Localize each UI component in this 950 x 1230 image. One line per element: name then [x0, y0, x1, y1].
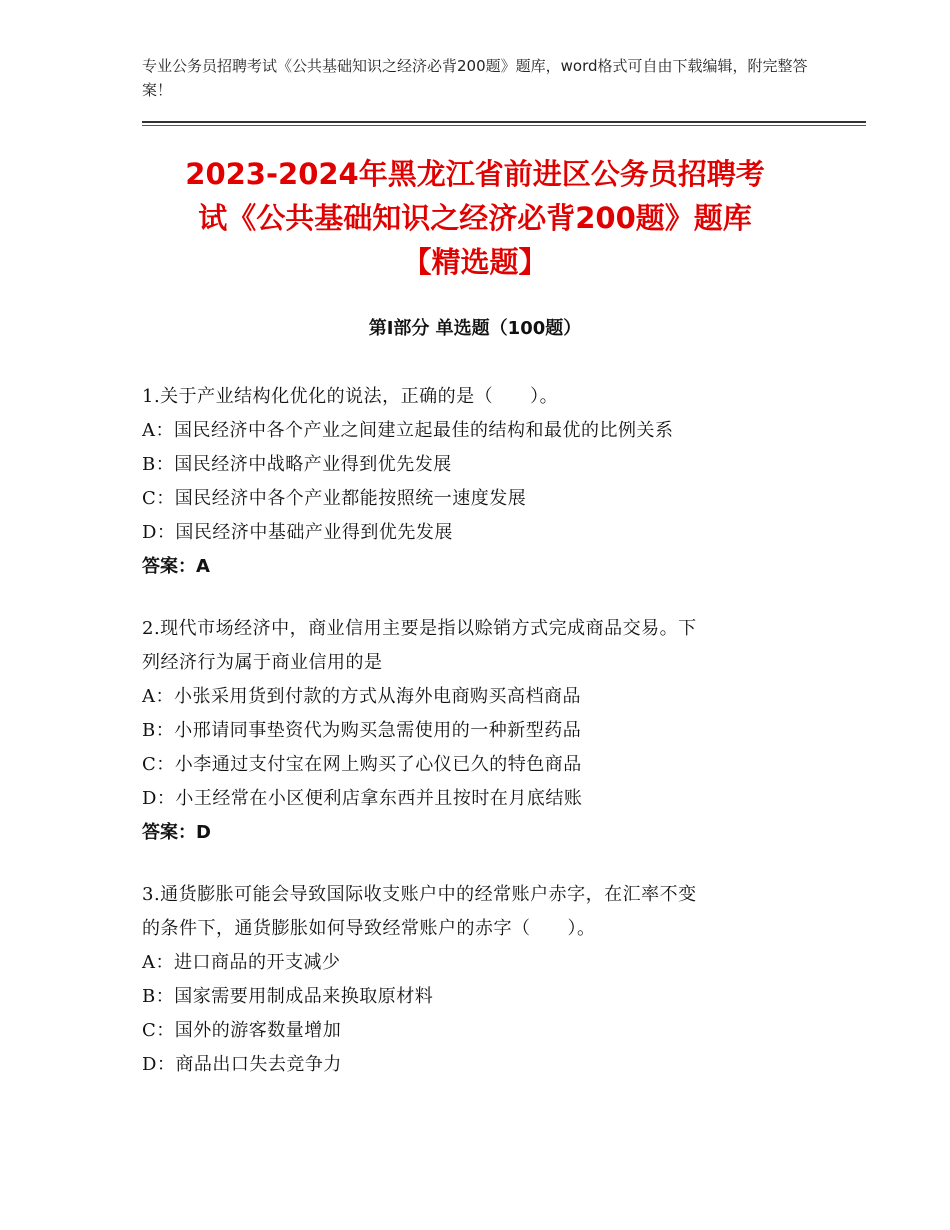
title-line-2: 试《公共基础知识之经济必背200题》题库 — [198, 201, 752, 235]
title-line-3: 【精选题】 — [402, 245, 548, 279]
option-b: B：国家需要用制成品来换取原材料 — [142, 986, 434, 1007]
question-stem: 1.关于产业结构化优化的说法，正确的是（ ）。 — [142, 386, 559, 407]
question-stem-continued: 列经济行为属于商业信用的是 — [142, 652, 383, 673]
question-list — [142, 380, 808, 1110]
option-a: A：国民经济中各个产业之间建立起最佳的结构和最优的比例关系 — [142, 420, 674, 441]
option-b: B：小邢请同事垫资代为购买急需使用的一种新型药品 — [142, 720, 582, 741]
header-divider — [142, 121, 866, 123]
question-1 — [142, 380, 808, 584]
option-d: D：小王经常在小区便利店拿东西并且按时在月底结账 — [142, 788, 583, 809]
question-3 — [142, 878, 808, 1082]
header-note: 专业公务员招聘考试《公共基础知识之经济必背200题》题库，word格式可自由下载编辑，附完整答案！ — [142, 57, 808, 99]
question-2 — [142, 612, 808, 850]
answer-line: 答案：A — [142, 556, 210, 577]
option-b: B：国民经济中战略产业得到优先发展 — [142, 454, 452, 475]
section-heading: 第Ⅰ部分 单选题（100题） — [368, 318, 582, 339]
option-d: D：国民经济中基础产业得到优先发展 — [142, 522, 453, 543]
option-a: A：小张采用货到付款的方式从海外电商购买高档商品 — [142, 686, 581, 707]
option-d: D：商品出口失去竞争力 — [142, 1054, 342, 1075]
title-line-1: 2023-2024年黑龙江省前进区公务员招聘考 — [185, 157, 765, 191]
option-c: C：国民经济中各个产业都能按照统一速度发展 — [142, 488, 527, 509]
option-c: C：小李通过支付宝在网上购买了心仪已久的特色商品 — [142, 754, 582, 775]
question-stem: 2.现代市场经济中，商业信用主要是指以赊销方式完成商品交易。下 — [142, 618, 697, 639]
header-divider-thin — [142, 125, 866, 126]
question-stem: 3.通货膨胀可能会导致国际收支账户中的经常账户赤字，在汇率不变 — [142, 884, 697, 905]
option-a: A：进口商品的开支减少 — [142, 952, 341, 973]
answer-line: 答案：D — [142, 822, 211, 843]
option-c: C：国外的游客数量增加 — [142, 1020, 342, 1041]
document-title — [142, 152, 808, 284]
question-stem-continued: 的条件下，通货膨胀如何导致经常账户的赤字（ ）。 — [142, 918, 596, 939]
